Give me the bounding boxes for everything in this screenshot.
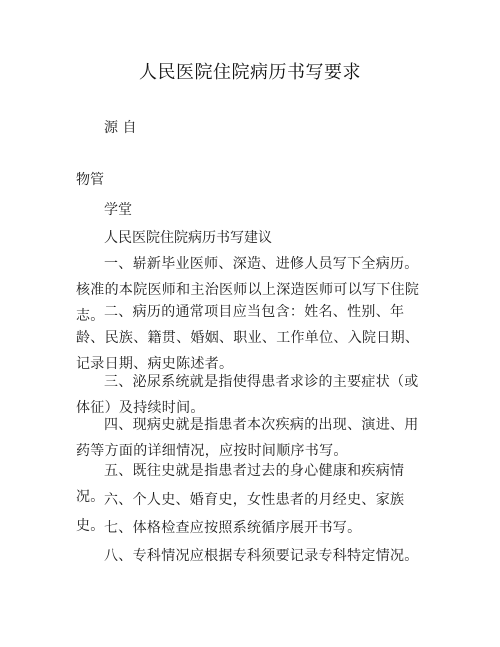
paragraph-5: 五、既往史就是指患者过去的身心健康和疾病情况。 — [76, 463, 405, 505]
paragraph-8: 八、专科情况应根据专科须要记录专科特定情况。 — [104, 548, 419, 564]
document-title: 人民医院住院病历书写要求 — [139, 62, 361, 83]
document-subtitle: 人民医院住院病历书写建议 — [104, 230, 272, 246]
paragraph-1: 一、崭新毕业医师、深造、进修人员写下全病历。核准的本院医师和主治医师以上深造医师可以写下住院志。 — [76, 256, 420, 324]
source-label: 源 自 — [104, 120, 137, 136]
paragraph-4: 四、现病史就是指患者本次疾病的出现、演进、用药等方面的详细情况，应按时间顺序书写。 — [76, 417, 419, 459]
paragraph-7: 七、体格检查应按照系统循序展开书写。 — [104, 520, 362, 536]
section-heading-2: 学堂 — [104, 202, 132, 218]
section-heading-1: 物管 — [76, 172, 104, 188]
paragraph-3: 三、泌尿系统就是指使得患者求诊的主要症状（或体征）及持续时间。 — [76, 374, 419, 416]
paragraph-6: 六、个人史、婚育史，女性患者的月经史、家族史。 — [76, 492, 405, 534]
paragraph-2: 二、病历的通常项目应当包含：姓名、性别、年龄、民族、籍贯、婚姻、职业、工作单位、入院日期、记录日期、病史陈述者。 — [76, 304, 420, 372]
